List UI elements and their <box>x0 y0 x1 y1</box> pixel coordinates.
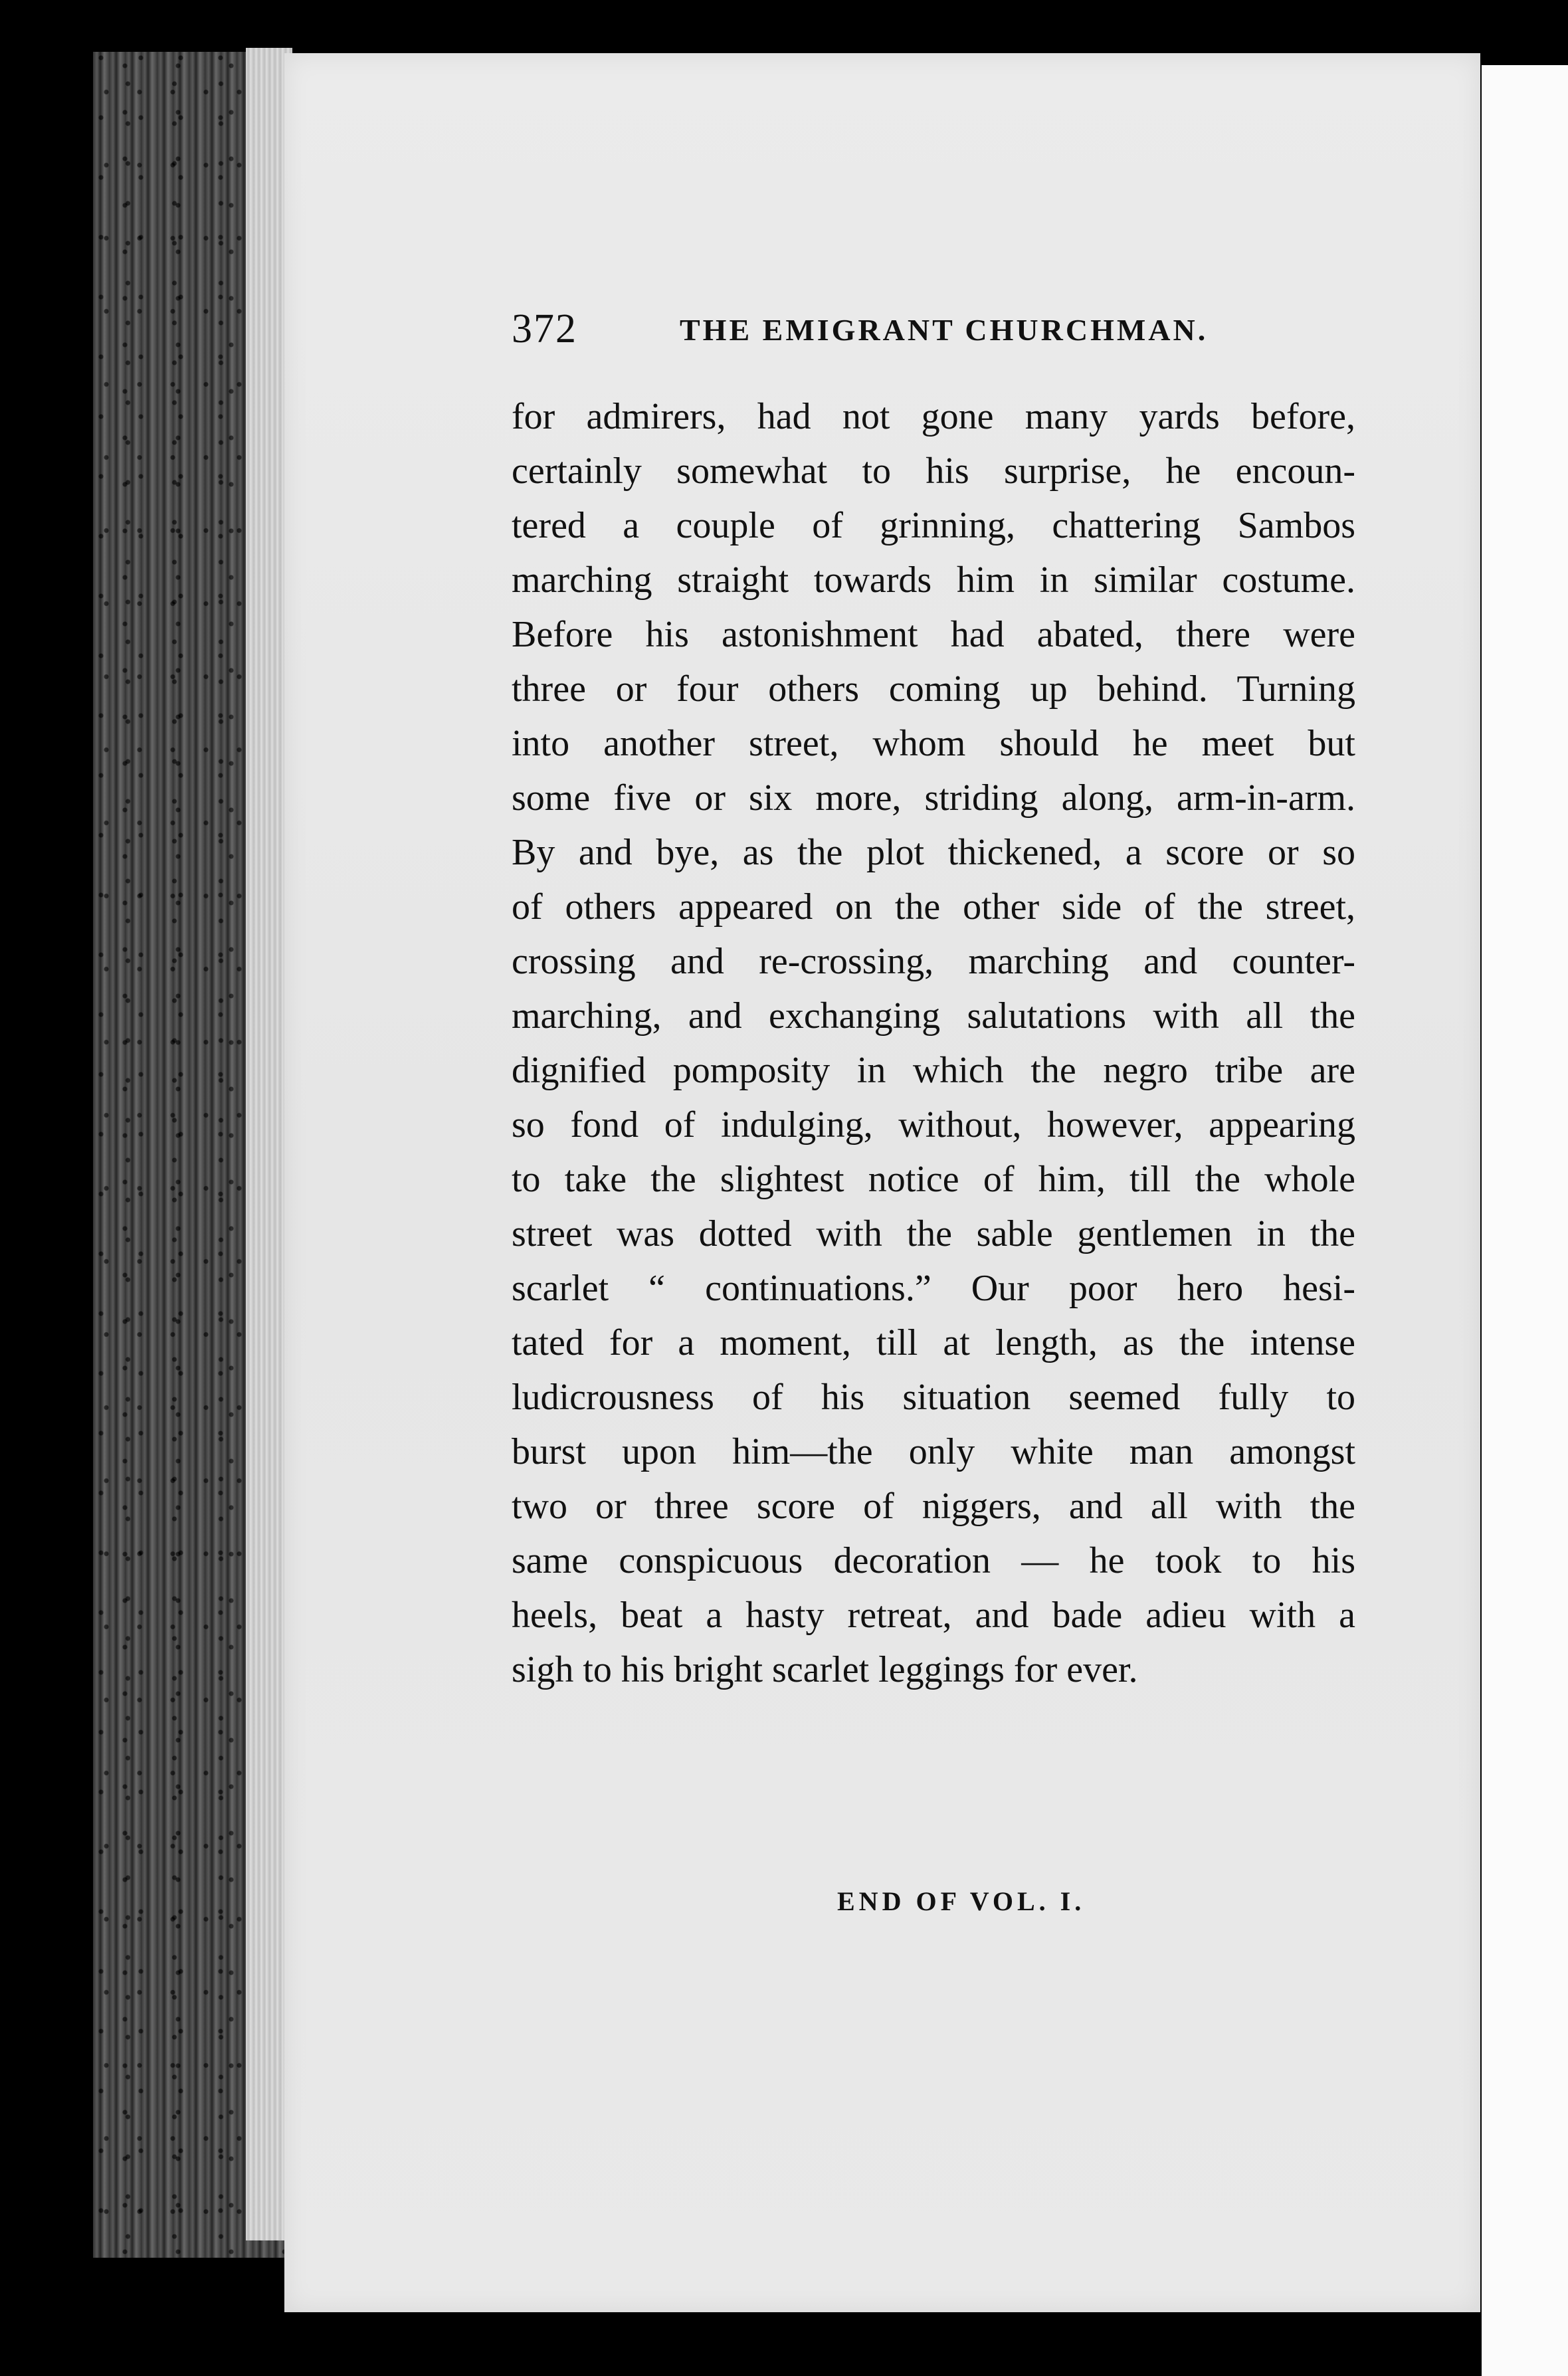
text-line: street was dotted with the sable gentlemen in the <box>512 1213 1355 1254</box>
running-header <box>512 306 1508 359</box>
text-line: into another street, whom should he meet but <box>512 723 1355 764</box>
text-line: ludicrousness of his situation seemed fully to <box>512 1377 1355 1418</box>
text-line: to take the slightest notice of him, till the whole <box>512 1159 1355 1200</box>
text-line: sigh to his bright scarlet leggings for ever. <box>512 1649 1138 1690</box>
book-page <box>284 53 1480 2312</box>
text-line: crossing and re-crossing, marching and counter- <box>512 941 1355 982</box>
text-line: of others appeared on the other side of the street, <box>512 886 1355 928</box>
text-line: marching, and exchanging salutations with all the <box>512 995 1355 1037</box>
text-line: tated for a moment, till at length, as the intense <box>512 1322 1355 1363</box>
text-line: marching straight towards him in similar costume. <box>512 559 1355 601</box>
text-line: two or three score of niggers, and all with the <box>512 1486 1355 1527</box>
text-line: burst upon him—the only white man amongst <box>512 1431 1355 1472</box>
text-line: same conspicuous decoration — he took to his <box>512 1540 1355 1581</box>
text-line: some five or six more, striding along, arm-in-arm. <box>512 777 1355 819</box>
body-paragraph <box>512 389 1355 1697</box>
text-line: certainly somewhat to his surprise, he encoun- <box>512 450 1355 492</box>
text-line: By and bye, as the plot thickened, a score or so <box>512 832 1355 873</box>
text-line: dignified pomposity in which the negro tribe are <box>512 1050 1355 1091</box>
page-number: 372 <box>512 306 577 351</box>
text-line: tered a couple of grinning, chattering Sambos <box>512 505 1355 546</box>
facing-blank-sheet <box>1482 65 1568 2376</box>
end-of-volume-mark: END OF VOL. I. <box>837 1886 1086 1916</box>
text-line: three or four others coming up behind. Turning <box>512 668 1355 710</box>
text-line: so fond of indulging, without, however, appearing <box>512 1104 1355 1145</box>
text-line: for admirers, had not gone many yards before, <box>512 396 1355 437</box>
text-line: scarlet “ continuations.” Our poor hero hesi- <box>512 1268 1355 1309</box>
text-line: Before his astonishment had abated, there were <box>512 614 1355 655</box>
running-title: THE EMIGRANT CHURCHMAN. <box>680 313 1209 347</box>
text-line: heels, beat a hasty retreat, and bade adieu with a <box>512 1595 1355 1636</box>
